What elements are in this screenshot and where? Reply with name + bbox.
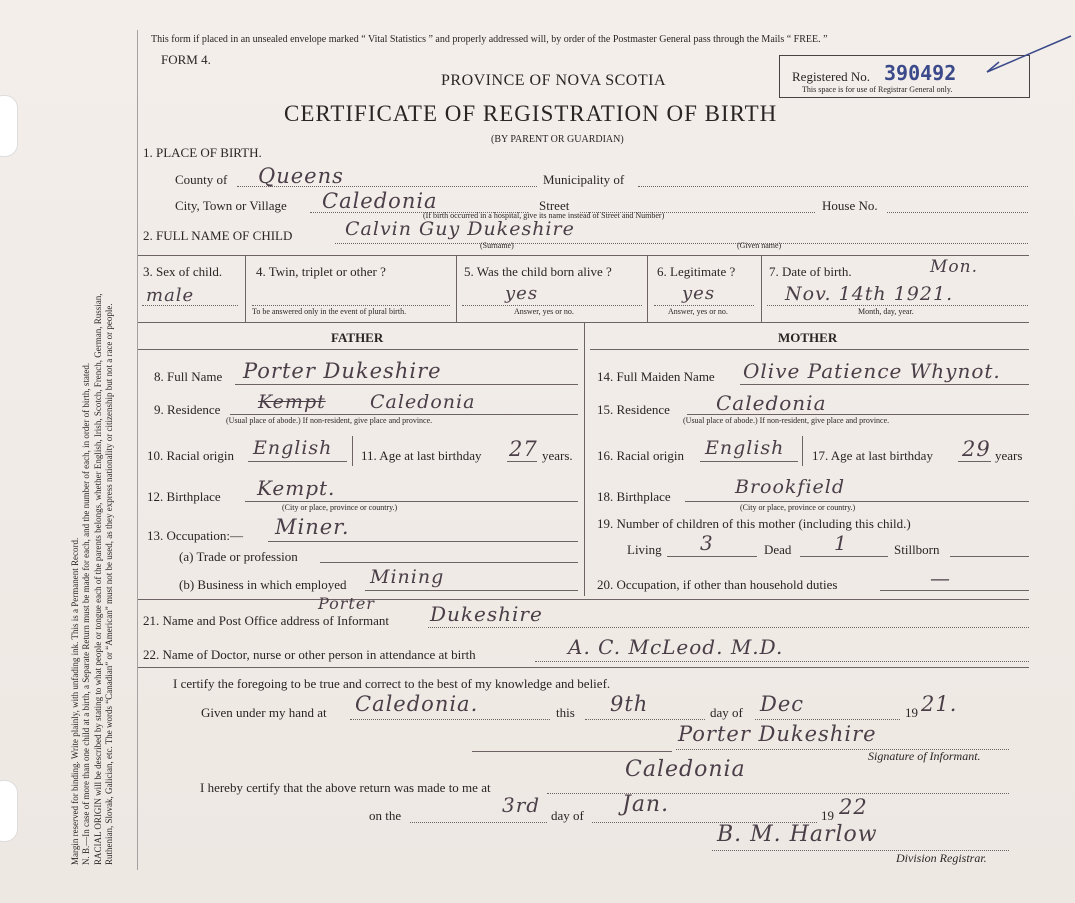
registrar-day-value: 3rd: [502, 793, 541, 817]
mother-occupation-line: [880, 590, 1029, 591]
given-day-line: [585, 719, 705, 720]
city-label: City, Town or Village: [175, 198, 287, 213]
mother-residence-label: 15. Residence: [597, 402, 670, 417]
row3-divider: [456, 255, 457, 322]
date-of-birth-line: [767, 305, 1028, 306]
registrar-on-label: on the: [369, 808, 402, 823]
alive-line: [462, 305, 642, 306]
given-day-of-label: day of: [710, 705, 743, 720]
registrar-place-line: [547, 793, 1009, 794]
registrar-month-value: Jan.: [622, 792, 670, 817]
doctor-bottom-rule: [138, 667, 1029, 668]
legitimate-label: 6. Legitimate ?: [657, 264, 736, 279]
row3-divider: [647, 255, 648, 322]
given-this-label: this: [556, 705, 575, 720]
informant-line: [428, 627, 1029, 628]
certify-text: I certify the foregoing to be true and correct to the best of my knowledge and belief.: [173, 676, 611, 691]
separator-line: [472, 751, 672, 752]
house-no-label: House No.: [822, 198, 878, 213]
mother-racial-divider: [802, 436, 803, 466]
twin-note: To be answered only in the event of plural birth.: [252, 307, 407, 316]
surname-note: (Surname): [480, 241, 514, 250]
margin-line: RACIAL ORIGIN will be described by stating to what people or tongue each of the parents belongs, whether English, Irish, Scotch, French, German, Russian,: [92, 293, 103, 865]
child-name-label: 2. FULL NAME OF CHILD: [143, 228, 293, 243]
row3-top-rule: [138, 255, 1029, 256]
father-birthplace-value: Kempt.: [257, 476, 336, 500]
father-occupation-line: [268, 541, 578, 542]
mother-racial-value: English: [705, 437, 785, 459]
registrar-day-line: [410, 822, 547, 823]
registrar-text: I hereby certify that the above return was made to me at: [200, 780, 491, 795]
sex-label: 3. Sex of child.: [143, 264, 223, 279]
binding-hole: [0, 780, 18, 842]
mother-residence-note: (Usual place of abode.) If non-resident, give place and province.: [683, 416, 890, 425]
registrar-year-suffix: 22: [839, 795, 868, 819]
mother-dead-label: Dead: [764, 542, 792, 557]
mother-living-line: [667, 556, 757, 557]
form-number: FORM 4.: [161, 52, 211, 67]
given-place-line: [350, 719, 550, 720]
informant-signature-label: Signature of Informant.: [868, 749, 981, 763]
mother-birthplace-value: Brookfield: [735, 476, 846, 498]
sex-value: male: [146, 285, 195, 306]
father-birthplace-note: (City or place, province or country.): [282, 503, 398, 512]
informant-signature: Porter Dukeshire: [678, 722, 877, 746]
registered-note: This space is for use of Registrar General only.: [802, 85, 953, 94]
father-occupation-value: Miner.: [275, 515, 350, 539]
mother-name-line: [740, 384, 1029, 385]
mother-age-line: [958, 461, 991, 462]
registered-number: 390492: [884, 61, 957, 85]
parents-divider: [584, 322, 585, 596]
informant-label: 21. Name and Post Office address of Informant: [143, 613, 389, 628]
pen-mark-icon: [985, 32, 1075, 77]
date-of-birth-weekday: Mon.: [930, 257, 978, 277]
mother-children-label: 19. Number of children of this mother (including this child.): [597, 516, 911, 531]
mother-stillborn-line: [950, 556, 1029, 557]
doctor-value: A. C. McLeod. M.D.: [568, 635, 784, 659]
father-business-label: (b) Business in which employed: [179, 577, 347, 592]
place-of-birth-heading: 1. PLACE OF BIRTH.: [143, 145, 262, 160]
father-heading: FATHER: [331, 330, 384, 345]
mother-age-value: 29: [962, 437, 991, 461]
alive-note: Answer, yes or no.: [514, 307, 574, 316]
margin-line: Margin reserved for binding. Write plainly, with unfading ink. This is a Permanent Record.: [70, 537, 80, 865]
father-racial-value: English: [253, 437, 333, 459]
mother-racial-line: [700, 461, 798, 462]
father-racial-divider: [352, 436, 353, 466]
registrar-year-prefix: 19: [821, 808, 834, 823]
mother-stillborn-label: Stillborn: [894, 542, 940, 557]
father-business-line: [365, 590, 578, 591]
father-age-line: [507, 461, 537, 462]
father-birthplace-label: 12. Birthplace: [147, 489, 221, 504]
mother-residence-value: Caledonia: [716, 391, 827, 415]
legitimate-line: [654, 305, 754, 306]
father-residence-line: [230, 414, 578, 415]
father-occupation-label: 13. Occupation:—: [147, 528, 244, 543]
province-heading: PROVINCE OF NOVA SCOTIA: [441, 72, 667, 89]
hospital-note: (If birth occurred in a hospital, give its name instead of Street and Number): [423, 211, 665, 220]
legitimate-value: yes: [682, 283, 716, 304]
sex-line: [142, 305, 238, 306]
father-business-value: Mining: [370, 566, 445, 588]
row3-divider: [761, 255, 762, 322]
date-of-birth-label: 7. Date of birth.: [769, 264, 852, 279]
house-no-line: [887, 212, 1028, 213]
mother-heading-rule: [590, 349, 1029, 350]
given-month-line: [755, 719, 900, 720]
father-residence-note: (Usual place of abode.) If non-resident, give place and province.: [226, 416, 433, 425]
father-residence-value: Caledonia: [370, 391, 476, 413]
county-label: County of: [175, 172, 228, 187]
date-of-birth-note: Month, day, year.: [858, 307, 914, 316]
alive-label: 5. Was the child born alive ?: [464, 264, 612, 279]
father-name-line: [235, 384, 578, 385]
mother-age-unit: years: [995, 448, 1023, 463]
mother-occupation-label: 20. Occupation, if other than household duties: [597, 577, 838, 592]
father-racial-line: [248, 461, 347, 462]
mother-racial-label: 16. Racial origin: [597, 448, 685, 463]
registrar-signature: B. M. Harlow: [717, 822, 878, 847]
informant-value: Dukeshire: [430, 602, 543, 626]
father-residence-label: 9. Residence: [154, 402, 221, 417]
certificate-title: CERTIFICATE OF REGISTRATION OF BIRTH: [284, 101, 778, 126]
doctor-line: [535, 661, 1029, 662]
mother-dead-line: [800, 556, 888, 557]
alive-value: yes: [505, 283, 539, 304]
mother-living-label: Living: [627, 542, 662, 557]
child-name-value: Calvin Guy Dukeshire: [345, 218, 575, 240]
mother-occupation-value: —: [930, 566, 951, 590]
street-label: Street: [539, 198, 570, 213]
twin-label: 4. Twin, triplet or other ?: [256, 264, 386, 279]
father-age-value: 27: [509, 437, 538, 461]
registrar-day-of-label: day of: [551, 808, 584, 823]
father-name-value: Porter Dukeshire: [243, 359, 442, 383]
father-trade-label: (a) Trade or profession: [179, 549, 298, 564]
given-year-suffix: 21.: [921, 692, 958, 716]
child-name-line: [335, 243, 1028, 244]
municipality-line: [638, 186, 1028, 187]
margin-notes: [70, 293, 115, 865]
mother-birthplace-note: (City or place, province or country.): [740, 503, 856, 512]
mother-birthplace-label: 18. Birthplace: [597, 489, 671, 504]
mother-dead-value: 1: [834, 531, 848, 555]
twin-line: [252, 305, 450, 306]
registrar-signature-label: Division Registrar.: [896, 851, 987, 865]
city-value: Caledonia: [322, 189, 438, 213]
doctor-label: 22. Name of Doctor, nurse or other person in attendance at birth: [143, 647, 476, 662]
given-year-prefix: 19: [905, 705, 918, 720]
given-place-value: Caledonia.: [355, 692, 479, 716]
certificate-subtitle: (BY PARENT OR GUARDIAN): [491, 134, 624, 145]
registrar-place-value: Caledonia: [625, 757, 746, 782]
given-name-note: (Given name): [737, 241, 782, 250]
legitimate-note: Answer, yes or no.: [668, 307, 728, 316]
date-of-birth-value: Nov. 14th 1921.: [785, 283, 954, 305]
father-name-label: 8. Full Name: [154, 369, 223, 384]
row3-divider: [245, 255, 246, 322]
margin-line: Ruthenian, Slovak, Galician, etc. The words “Canadian” or “American” must not be used, as they express nationality or citizenship but not a race or people.: [103, 303, 114, 865]
mother-residence-line: [687, 414, 1029, 415]
mother-living-value: 3: [700, 531, 714, 555]
father-heading-rule: [138, 349, 578, 350]
mother-heading: MOTHER: [778, 330, 838, 345]
mother-birthplace-line: [685, 501, 1029, 502]
county-value: Queens: [258, 164, 344, 188]
mother-name-label: 14. Full Maiden Name: [597, 369, 715, 384]
mail-notice: This form if placed in an unsealed envelope marked “ Vital Statistics ” and properly addressed will, by order of the Postmaster General pass through the Mails “ FREE. ”: [151, 34, 828, 45]
informant-value-top: Porter: [318, 594, 375, 613]
mother-age-label: 17. Age at last birthday: [812, 448, 933, 463]
margin-line: N. B.—In case of more than one child at a birth, a Separate Return must be made for each, and the number of each, in order of birth, stated.: [81, 362, 92, 865]
municipality-label: Municipality of: [543, 172, 625, 187]
father-racial-label: 10. Racial origin: [147, 448, 235, 463]
parents-bottom-rule: [138, 599, 1029, 600]
given-label: Given under my hand at: [201, 705, 327, 720]
binding-hole: [0, 95, 18, 157]
father-residence-struck: Kempt: [258, 391, 326, 413]
given-month-value: Dec: [760, 692, 805, 716]
father-age-label: 11. Age at last birthday: [361, 448, 482, 463]
margin-rule: [137, 30, 138, 870]
father-birthplace-line: [245, 501, 578, 502]
given-day-value: 9th: [610, 692, 649, 716]
mother-name-value: Olive Patience Whynot.: [743, 359, 1001, 383]
father-age-unit: years.: [542, 448, 573, 463]
father-trade-line: [320, 562, 578, 563]
registered-label: Registered No.: [792, 69, 870, 84]
